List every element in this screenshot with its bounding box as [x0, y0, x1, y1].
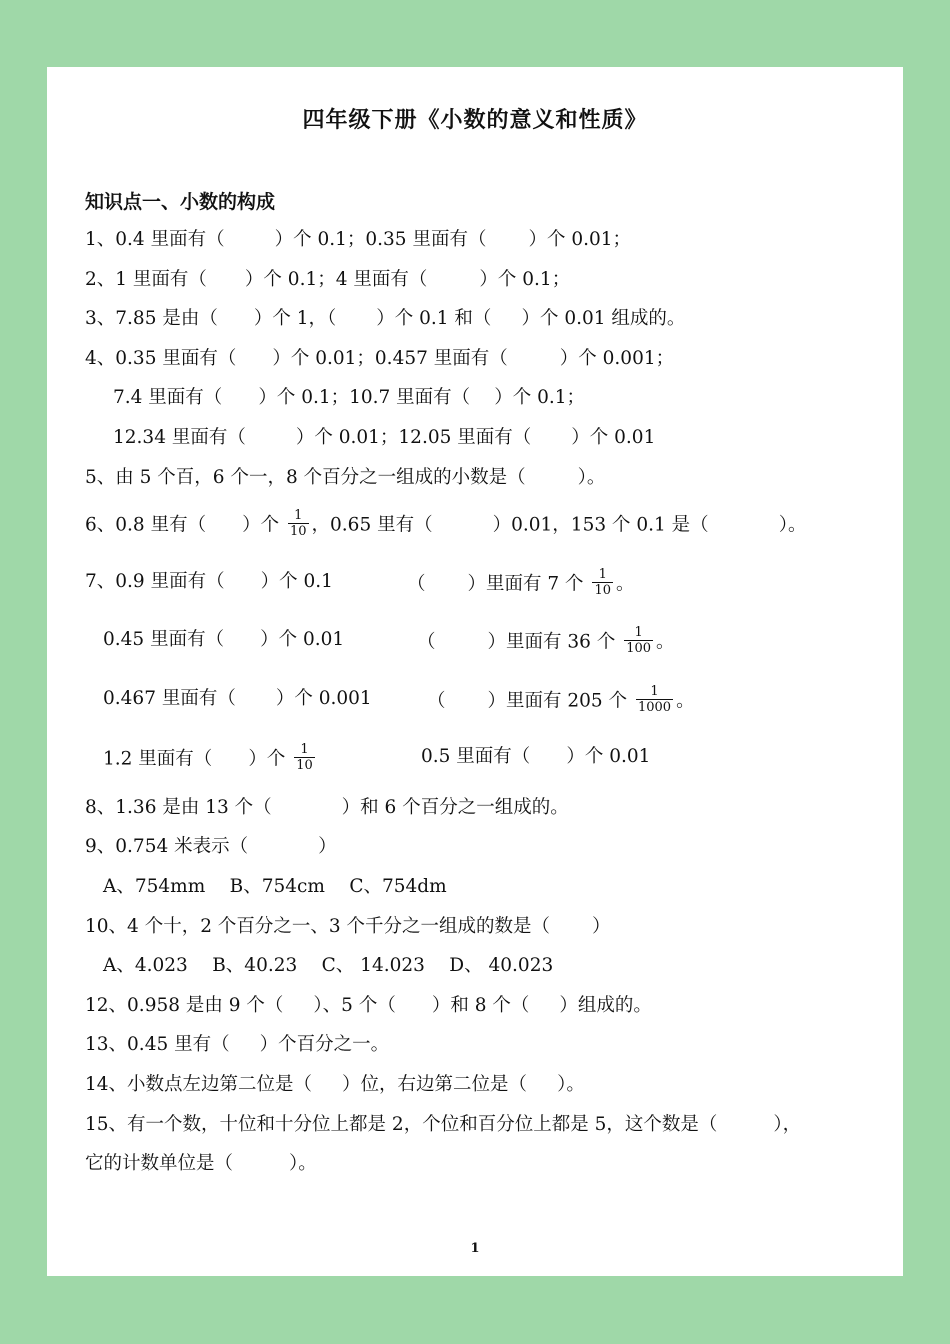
- question-14: 14、小数点左边第二位是（ ）位，右边第二位是（ ）。: [85, 1074, 585, 1095]
- question-4: 4、0.35 里面有（ ）个 0.01；0.457 里面有（ ）个 0.001；: [85, 348, 675, 369]
- fraction-one-tenth: $\frac{1}{10}$: [289, 508, 307, 539]
- question-3: 3、7.85 是由（ ）个 1，（ ）个 0.1 和（ ）个 0.01 组成的。: [85, 308, 686, 329]
- question-9-options: A、754mm B、754cm C、754dm: [103, 876, 447, 897]
- question-10-options: A、4.023 B、40.23 C、 14.023 D、 40.023: [103, 955, 554, 976]
- question-7-row-3-left: 0.467 里面有（ ）个 0.001: [103, 688, 372, 709]
- question-10: 10、4 个十，2 个百分之一、3 个千分之一组成的数是（ ）: [85, 916, 611, 937]
- question-6: 6、0.8 里有（ ）个 $\frac{1}{10}$ ，0.65 里有（ ）0.01，153 个 0.1 是（ ）。: [85, 508, 807, 539]
- question-2: 2、1 里面有（ ）个 0.1；4 里面有（ ）个 0.1；: [85, 269, 571, 290]
- page-title: 四年级下册《小数的意义和性质》: [302, 107, 648, 133]
- question-7-row-3-right: （ ）里面有 205 个 $\frac{1}{1000}$ 。: [427, 684, 695, 715]
- question-15-line-2: 它的计数单位是（ ）。: [85, 1153, 317, 1174]
- question-9: 9、0.754 米表示（ ）: [85, 836, 337, 857]
- question-7-row-1-left: 7、0.9 里面有（ ）个 0.1: [85, 571, 333, 592]
- fraction-one-tenth: $\frac{1}{10}$: [296, 742, 313, 773]
- question-4-line-3: 12.34 里面有（ ）个 0.01；12.05 里面有（ ）个 0.01: [113, 427, 656, 448]
- question-8: 8、1.36 是由 13 个（ ）和 6 个百分之一组成的。: [85, 797, 569, 818]
- section-heading: 知识点一、小数的构成: [85, 191, 276, 213]
- question-4-line-2: 7.4 里面有（ ）个 0.1；10.7 里面有（ ）个 0.1；: [113, 387, 585, 408]
- question-7-row-1-right: （ ）里面有 7 个 $\frac{1}{10}$ 。: [407, 567, 635, 598]
- worksheet-page: [47, 67, 903, 1276]
- question-7-row-4-right: 0.5 里面有（ ）个 0.01: [421, 746, 651, 767]
- question-7-row-2-left: 0.45 里面有（ ）个 0.01: [103, 629, 345, 650]
- fraction-one-tenth: $\frac{1}{10}$: [594, 567, 611, 598]
- question-5: 5、由 5 个百，6 个一，8 个百分之一组成的小数是（ ）。: [85, 467, 606, 488]
- question-15: 15、有一个数，十位和十分位上都是 2，个位和百分位上都是 5，这个数是（ ），: [85, 1114, 802, 1135]
- question-13: 13、0.45 里有（ ）个百分之一。: [85, 1034, 390, 1055]
- page-number: 1: [470, 1241, 480, 1256]
- question-7-row-2-right: （ ）里面有 36 个 $\frac{1}{100}$ 。: [417, 625, 675, 656]
- fraction-one-hundredth: $\frac{1}{100}$: [626, 625, 652, 656]
- fraction-one-thousandth: $\frac{1}{1000}$: [637, 684, 672, 715]
- question-1: 1、0.4 里面有（ ）个 0.1；0.35 里面有（ ）个 0.01；: [85, 229, 632, 250]
- question-7-row-4-left: 1.2 里面有（ ）个 $\frac{1}{10}$: [103, 742, 313, 773]
- question-12: 12、0.958 是由 9 个（ ）、5 个（ ）和 8 个（ ）组成的。: [85, 995, 652, 1016]
